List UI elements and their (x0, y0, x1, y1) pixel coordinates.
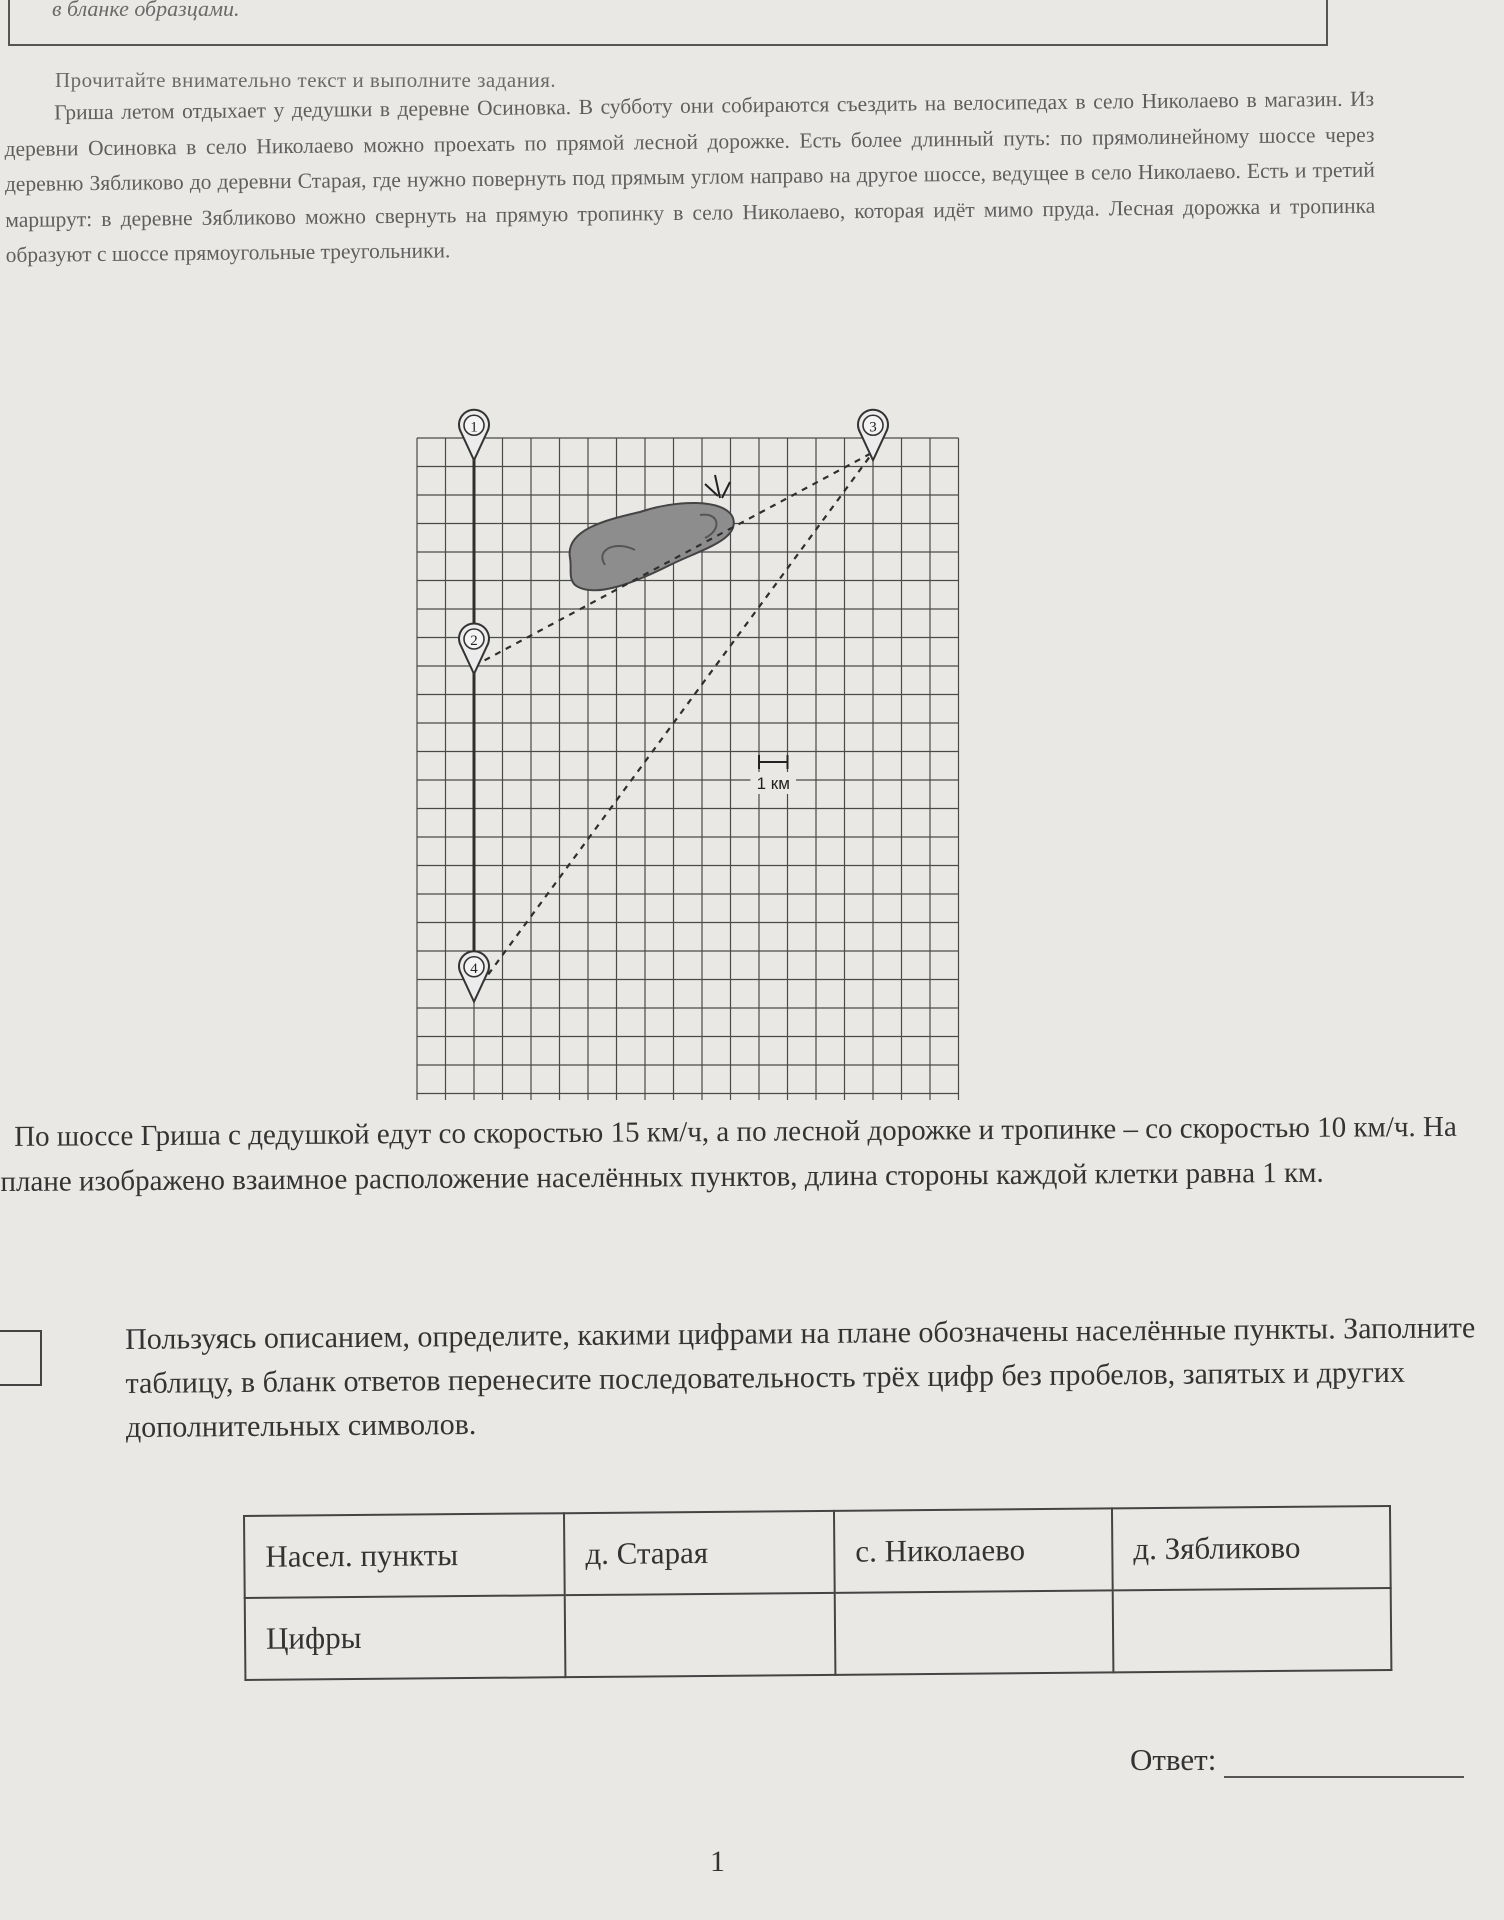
map-svg (400, 400, 1020, 1100)
table-header-cell: д. Старая (564, 1511, 835, 1595)
task-text: Пользуясь описанием, определите, какими цифрами на плане обозначены населённые пункты. Заполните таблицу, в бланк ответов перенесите последовательность трёх цифр без пробелов, запятых и других дополнительных символов. (125, 1311, 1476, 1444)
scale-label: 1 км (756, 774, 790, 793)
instructions-box-text: в бланке образцами. (52, 0, 240, 21)
answer-field (1130, 1742, 1464, 1778)
table-header-cell: с. Николаево (834, 1508, 1113, 1592)
conditions-text: По шоссе Гриша с дедушкой едут со скоростью 15 км/ч, а по лесной дорожке и тропинке – со скоростью 10 км/ч. На плане изображено взаимное расположение населённых пунктов, длина стороны каждой клетки равна 1 км. (0, 1110, 1457, 1198)
intro-text: Прочитайте внимательно текст и выполните задания. (55, 68, 557, 92)
task-number-box (0, 1330, 42, 1386)
table-input-cell[interactable] (565, 1593, 836, 1677)
answer-label: Ответ: (1130, 1742, 1217, 1777)
table-row-label: Цифры (245, 1595, 566, 1680)
table-header-row (244, 1506, 1391, 1598)
map-marker-label: 1 (470, 419, 478, 436)
map-marker-label: 4 (470, 960, 478, 977)
table-input-cell[interactable] (1113, 1588, 1392, 1672)
page-number: 1 (710, 1845, 725, 1878)
map-marker-label: 2 (470, 633, 478, 649)
answer-table (243, 1505, 1392, 1681)
map-marker-label: 3 (869, 419, 877, 436)
instructions-box (8, 0, 1328, 46)
answer-line[interactable] (1224, 1748, 1464, 1778)
table-header-cell: д. Зябликово (1112, 1506, 1391, 1590)
table-input-cell[interactable] (835, 1590, 1114, 1674)
story-text: Гриша летом отдыхает у дедушки в деревне Осиновка. В субботу они собираются съездить на велосипедах в село Николаево в магазин. Из деревни Осиновка в село Николаево можно проехать по прямой лесной дорожке. Есть более длинный путь: по прямолинейному шоссе через деревню Зябликово до деревни Старая, где нужно повернуть под прямым углом направо на другое шоссе, ведущее в село Николаево. Есть и третий маршрут: в деревне Зябликово можно свернуть на прямую тропинку в село Николаево, которая идёт мимо пруда. Лесная дорожка и тропинка образуют с шоссе прямоугольные треугольники. (4, 86, 1376, 267)
table-digits-row (245, 1588, 1392, 1680)
table-header-cell: Насел. пункты (244, 1513, 565, 1598)
map-plan (400, 400, 1020, 1100)
